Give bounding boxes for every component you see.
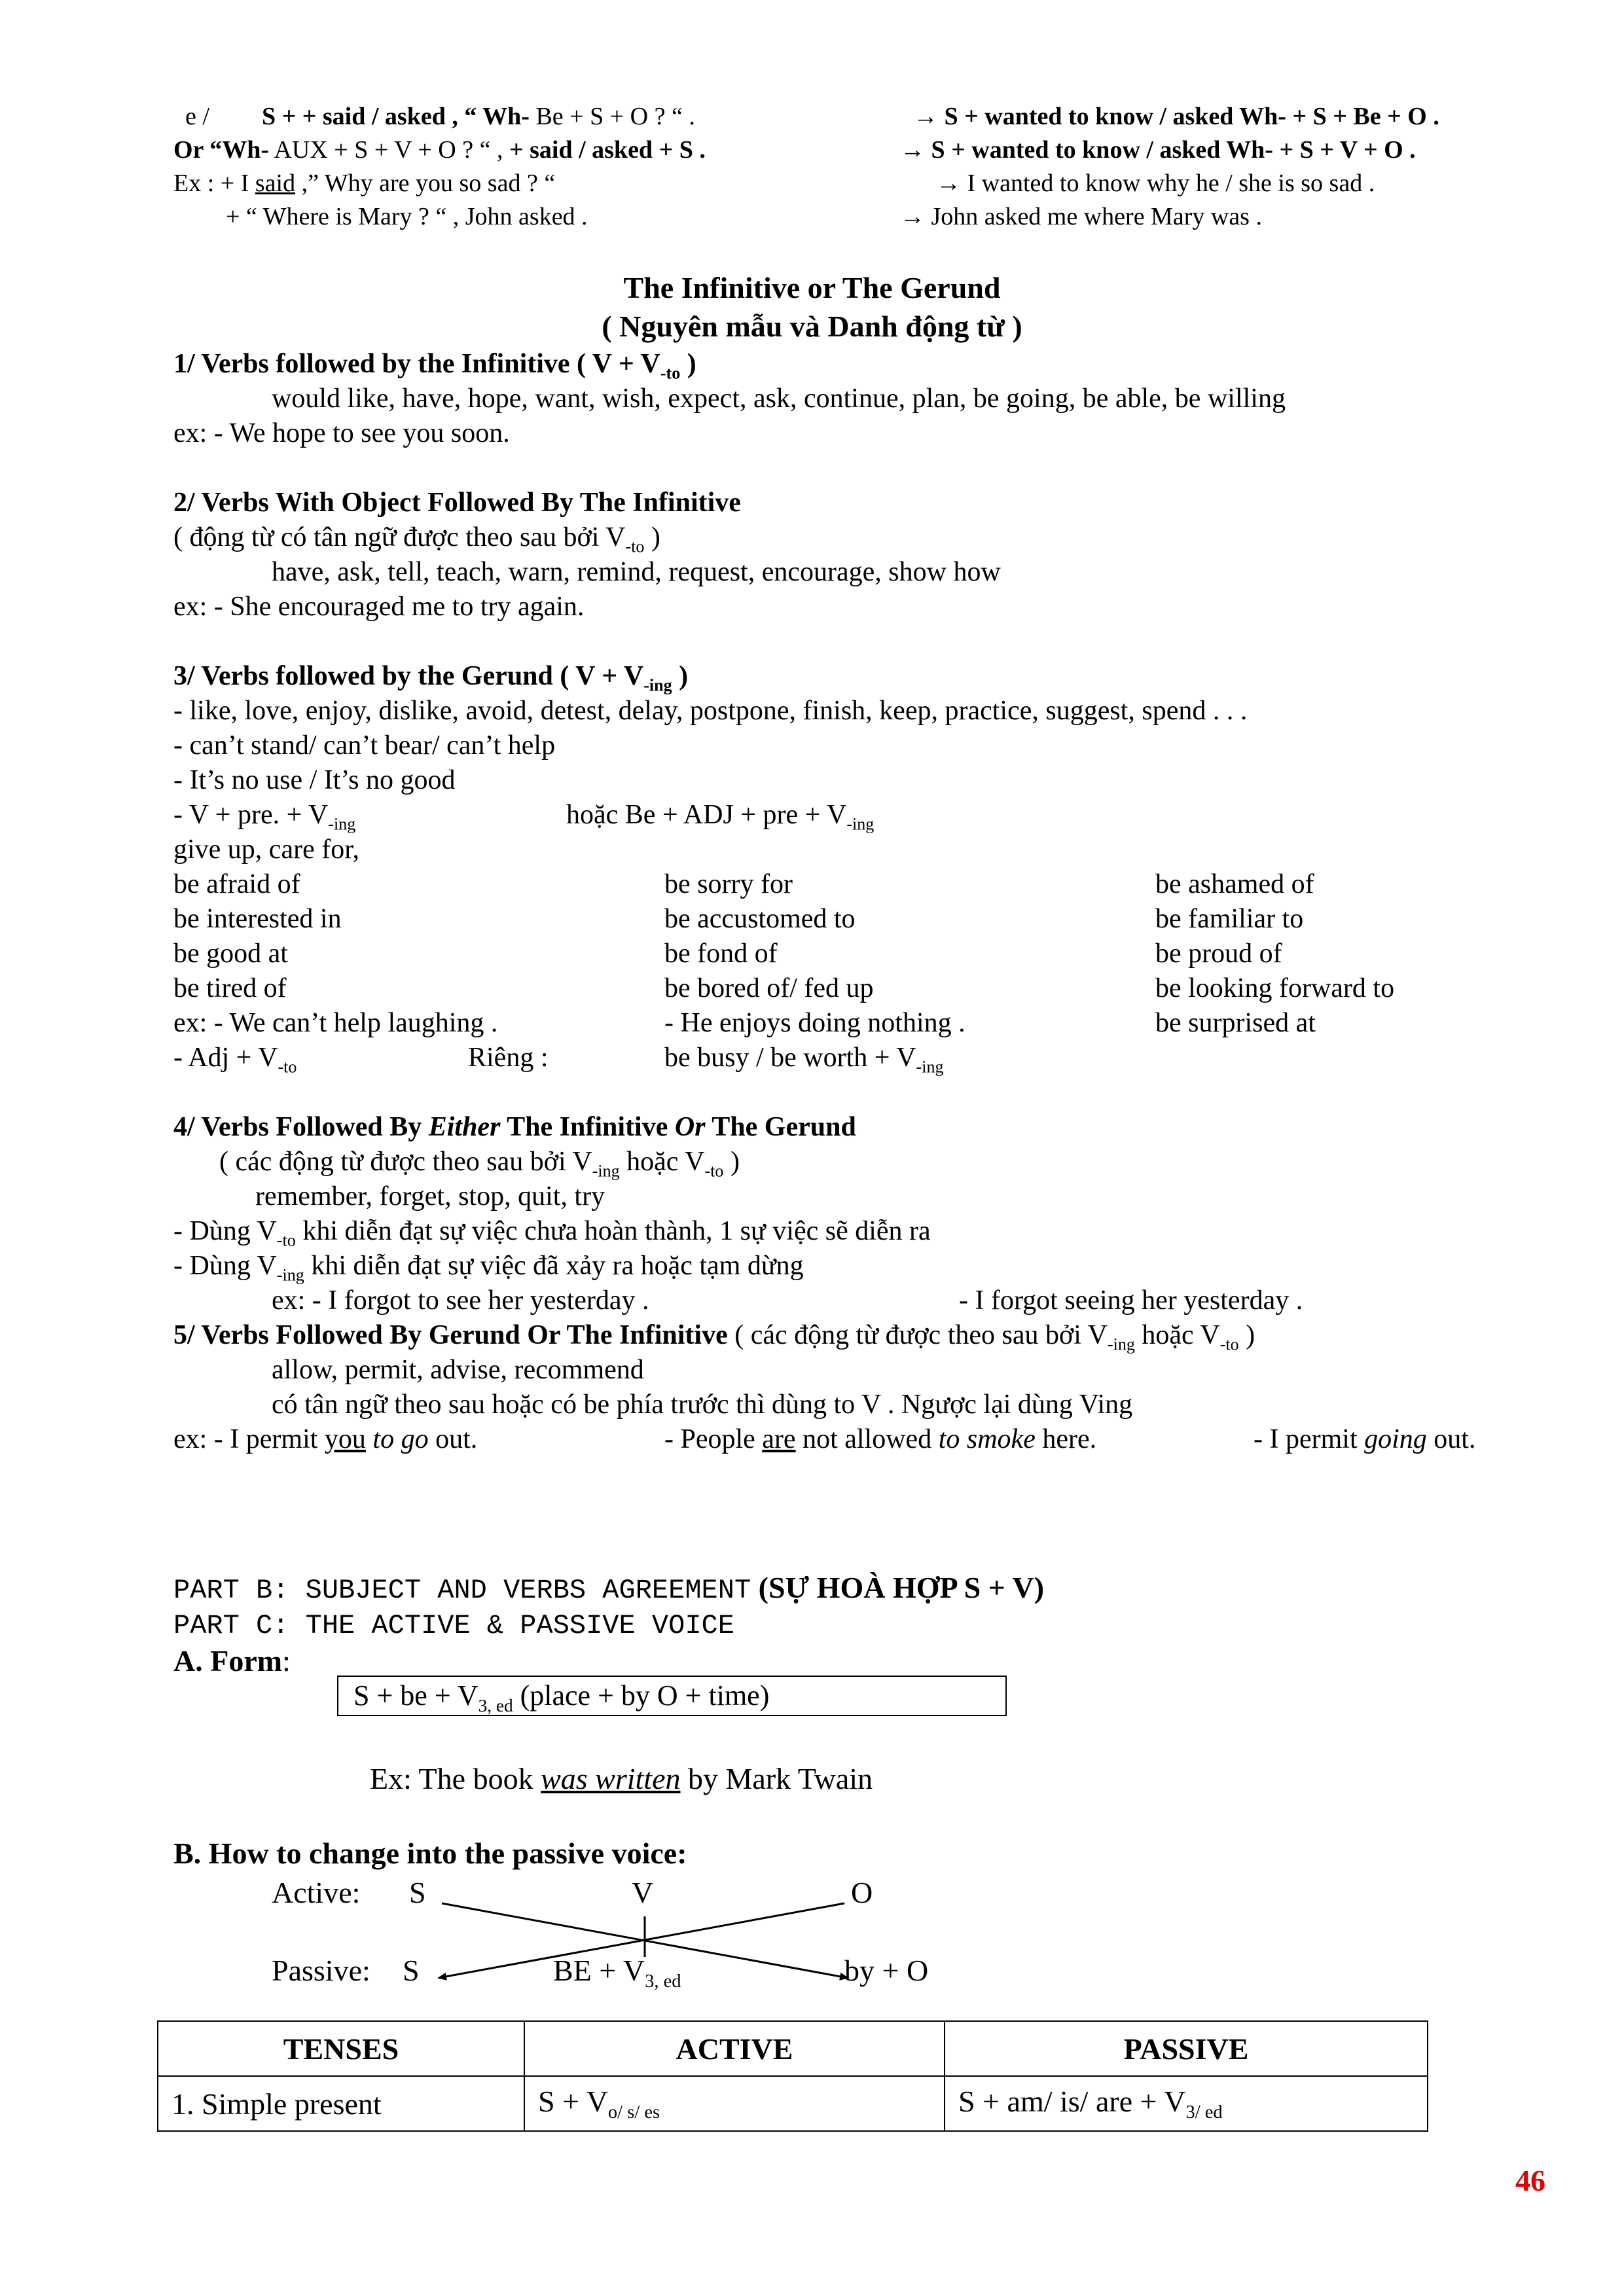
col3-item: be ashamed of — [1155, 869, 1314, 899]
section-4-heading: 4/ Verbs Followed By Either The Infinitive Or The Gerund — [173, 1112, 856, 1142]
section-4-example-2: - I forgot seeing her yesterday . — [959, 1285, 1303, 1316]
reported-line-4-left: + “ Where is Mary ? “ , John asked . — [226, 203, 588, 230]
section-5-example-1: ex: - I permit you to go out. — [173, 1424, 478, 1454]
passive-formula: S + be + $V_{3, ed}$ (place + by O + time) — [353, 1679, 770, 1715]
page-number: 46 — [1515, 2164, 1545, 2197]
section-2-list: have, ask, tell, teach, warn, remind, request, encourage, show how — [272, 557, 1001, 587]
col2-item: be bored of/ fed up — [664, 973, 874, 1003]
section-subtitle: ( Nguyên mẫu và Danh động từ ) — [602, 310, 1022, 343]
section-4-example-1: ex: - I forgot to see her yesterday . — [272, 1285, 649, 1316]
col1-example: ex: - We can’t help laughing . — [173, 1008, 498, 1038]
header-tenses: TENSES — [158, 2021, 524, 2076]
section-title: The Infinitive or The Gerund — [623, 271, 1001, 304]
section-3-line-3: - It’s no use / It’s no good — [173, 765, 456, 795]
section-5-heading: 5/ Verbs Followed By Gerund Or The Infinitive ( các động từ được theo sau bởi $V_{-ing}$ hoặc $V_{-to}$ ) — [173, 1320, 1255, 1354]
active-verb: V — [632, 1876, 654, 1909]
busy-worth-rule: be busy / be worth + $V_{-ing}$ — [664, 1043, 944, 1077]
col1-item: be tired of — [173, 973, 287, 1003]
reported-line-4-right: → John asked me where Mary was . — [900, 203, 1262, 230]
active-label: Active: — [272, 1876, 361, 1909]
reported-line-2-left: Or “Wh- AUX + S + V + O ? “ , + said / asked + S . — [173, 136, 706, 164]
active-subject: S — [409, 1876, 426, 1909]
header-active: ACTIVE — [524, 2021, 945, 2076]
form-a-heading: A. Form: — [173, 1644, 291, 1677]
reported-line-3-right: → I wanted to know why he / she is so sad . — [936, 170, 1375, 197]
section-5-list: allow, permit, advise, recommend — [272, 1355, 644, 1385]
rieng-label: Riêng : — [468, 1043, 549, 1073]
section-4-note: ( các động từ được theo sau bởi $V_{-ing}$ hoặc $V_{-to}$ ) — [219, 1147, 740, 1181]
reported-line-1-left: e / S + + said / asked , “ Wh- Be + S + O ? “ . — [185, 103, 695, 130]
how-to-change-heading: B. How to change into the passive voice: — [173, 1837, 687, 1870]
header-passive: PASSIVE — [945, 2021, 1428, 2076]
part-c-heading: PART C: THE ACTIVE & PASSIVE VOICE — [173, 1610, 734, 1641]
col3-item: be familiar to — [1155, 904, 1304, 934]
col1-item: be good at — [173, 939, 288, 969]
passive-label: Passive: — [272, 1954, 370, 1987]
cell-active: $S + V_{o/ s/ es}$ — [524, 2076, 945, 2131]
section-3-line-4b: hoặc Be + ADJ + pre + $V_{-ing}$ — [566, 800, 875, 834]
section-4-usage-2: - Dùng $V_{-ing}$ khi diễn đạt sự việc đã xảy ra hoặc tạm dừng — [173, 1251, 804, 1285]
section-2-heading: 2/ Verbs With Object Followed By The Infinitive — [173, 488, 741, 518]
section-3-line-2: - can’t stand/ can’t bear/ can’t help — [173, 730, 556, 761]
col2-item: be fond of — [664, 939, 778, 969]
adj-rule: - Adj + $V_{-to}$ — [173, 1043, 297, 1077]
table-header-row — [158, 2021, 1428, 2076]
reported-line-2-right: → S + wanted to know / asked Wh- + S + V + O . — [900, 136, 1416, 164]
section-1-example: ex: - We hope to see you soon. — [173, 418, 510, 448]
reported-line-3-left: Ex : + I said ,” Why are you so sad ? “ — [173, 170, 556, 197]
section-1-list: would like, have, hope, want, wish, expect, ask, continue, plan, be going, be able, be willing — [272, 384, 1286, 414]
section-4-list: remember, forget, stop, quit, try — [255, 1181, 605, 1211]
col2-item: be accustomed to — [664, 904, 856, 934]
reported-line-1-right: → S + wanted to know / asked Wh- + S + Be + O . — [913, 103, 1439, 130]
section-2-example: ex: - She encouraged me to try again. — [173, 592, 585, 622]
cell-tense: 1. Simple present — [158, 2076, 524, 2131]
col3-item: be surprised at — [1155, 1008, 1316, 1038]
col2-example: - He enjoys doing nothing . — [664, 1008, 965, 1038]
passive-by-object: by + O — [844, 1954, 929, 1987]
passive-subject: S — [403, 1954, 420, 1987]
col2-item: be sorry for — [664, 869, 793, 899]
section-2-note: ( động từ có tân ngữ được theo sau bởi $V_{-to}$ ) — [173, 522, 660, 556]
section-4-usage-1: - Dùng $V_{-to}$ khi diễn đạt sự việc chưa hoàn thành, 1 sự việc sẽ diễn ra — [173, 1216, 931, 1250]
section-3-line-4a: - V + pre. + $V_{-ing}$ — [173, 800, 356, 834]
tenses-table — [157, 2020, 1428, 2132]
col1-item: be interested in — [173, 904, 342, 934]
cell-passive: S + am/ is/ are + $V_{3/ ed}$ — [945, 2076, 1428, 2131]
section-5-rule: có tân ngữ theo sau hoặc có be phía trước thì dùng to V . Ngược lại dùng Ving — [272, 1390, 1133, 1420]
section-5-example-2: - People are not allowed to smoke here. — [664, 1424, 1097, 1454]
passive-example: Ex: The book was written by Mark Twain — [370, 1762, 873, 1795]
table-row — [158, 2076, 1428, 2131]
col3-item: be proud of — [1155, 939, 1282, 969]
part-b-heading: PART B: SUBJECT AND VERBS AGREEMENT (SỰ HOÀ HỢP S + V) — [173, 1571, 1045, 1606]
section-3-heading: 3/ Verbs followed by the Gerund ( $V + V_{-ing}$ ) — [173, 661, 689, 695]
col3-item: be looking forward to — [1155, 973, 1395, 1003]
section-3-line-5: give up, care for, — [173, 834, 360, 865]
section-1-heading: 1/ Verbs followed by the Infinitive ( $V + V_{-to}$ ) — [173, 349, 696, 383]
active-object: O — [851, 1876, 873, 1909]
passive-be-v3: BE + $V_{3, ed}$ — [553, 1954, 681, 1992]
col1-item: be afraid of — [173, 869, 300, 899]
section-3-line-1: - like, love, enjoy, dislike, avoid, detest, delay, postpone, finish, keep, practice, suggest, spend . . . — [173, 696, 1248, 726]
section-5-example-3: - I permit going out. — [1254, 1424, 1476, 1454]
